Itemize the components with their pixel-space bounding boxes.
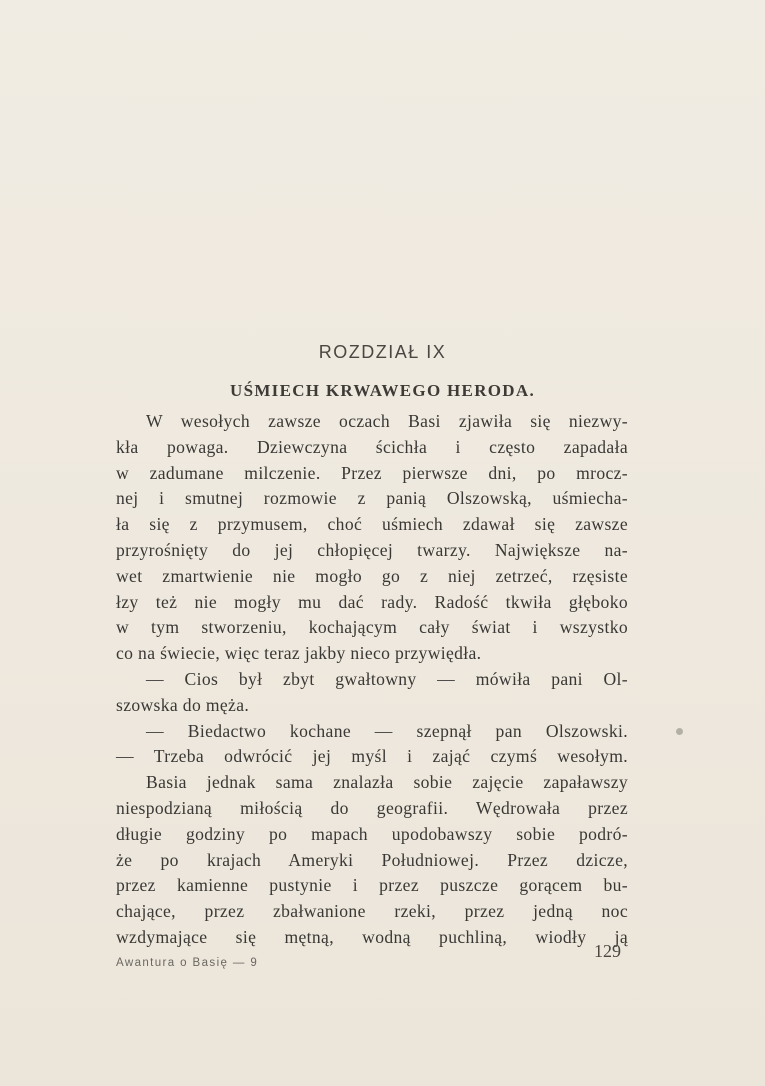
text-line: nej i smutnej rozmowie z panią Olszowską, uśmiecha- [116, 488, 628, 509]
text-line: przyrośnięty do jej chłopięcej twarzy. Największe na- [116, 539, 628, 560]
text-line: — Cios był zbyt gwałtowny — mówiła pani Ol- [146, 668, 628, 689]
text-line: W wesołych zawsze oczach Basi zjawiła się niezwy- [146, 411, 628, 431]
text-line: niespodzianą miłością do geografii. Wędrowała przez [116, 797, 628, 818]
text-line: — Trzeba odwrócić jej myśl i zająć czymś wesołym. [116, 746, 628, 767]
text-line: łzy też nie mogły mu dać rady. Radość tkwiła głęboko [116, 591, 628, 612]
chapter-title: UŚMIECH KRWAWEGO HERODA. [230, 381, 535, 400]
text-line: w tym stworzeniu, kochającym cały świat i wszystko [116, 617, 628, 638]
body-text [116, 409, 628, 951]
text-line: ła się z przymusem, choć uśmiech zdawał się zawsze [116, 514, 628, 535]
text-line: wzdymające się mętną, wodną puchliną, wiodły ją [116, 926, 628, 947]
text-line: co na świecie, więc teraz jakby nieco przywiędła. [116, 643, 482, 664]
text-line: długie godziny po mapach upodobawszy sobie podró- [116, 823, 628, 844]
chapter-heading: ROZDZIAŁ IX [318, 342, 447, 362]
signature-mark: Awantura o Basię — 9 [116, 957, 259, 969]
text-line: szowska do męża. [116, 694, 250, 715]
paper-speck [676, 728, 683, 735]
text-line: kła powaga. Dziewczyna ścichła i często zapadała [116, 436, 628, 457]
text-line: chające, przez zbałwanione rzeki, przez jedną noc [116, 901, 628, 922]
text-line: wet zmartwienie nie mogło go z niej zetrzeć, rzęsiste [116, 565, 628, 586]
text-line: że po krajach Ameryki Południowej. Przez dzicze, [116, 849, 628, 870]
page-number: 129 [594, 941, 621, 961]
text-line: przez kamienne pustynie i przez puszcze gorącem bu- [116, 875, 628, 896]
text-line: w zadumane milczenie. Przez pierwsze dni, po mrocz- [116, 462, 628, 483]
text-line: — Biedactwo kochane — szepnął pan Olszowski. [146, 720, 628, 741]
text-line: Basia jednak sama znalazła sobie zajęcie zapaławszy [146, 772, 628, 793]
